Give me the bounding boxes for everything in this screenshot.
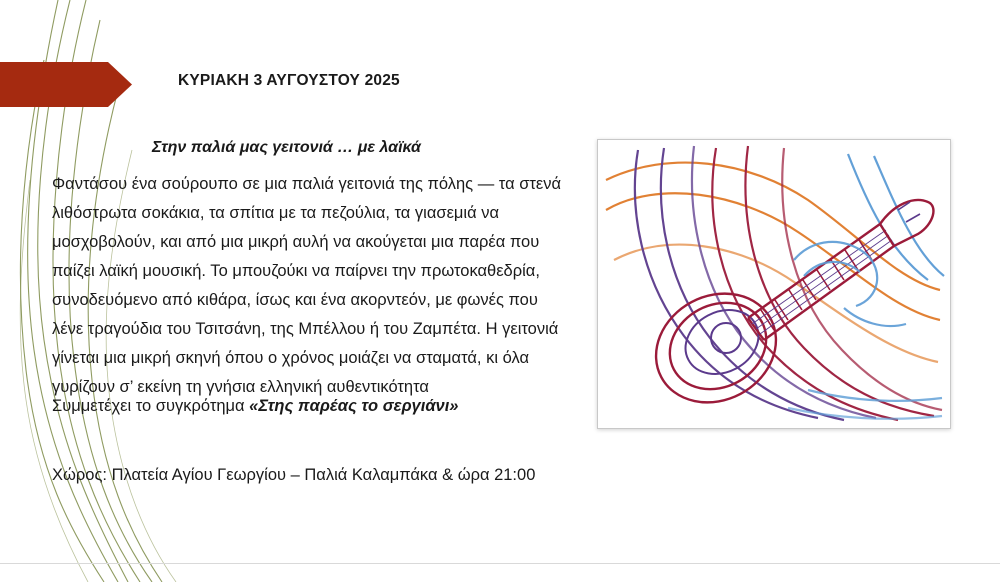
- subtitle: Στην παλιά μας γειτονιά … με λαϊκά: [152, 139, 421, 156]
- artwork-frame: [597, 139, 951, 429]
- arrow-banner: [0, 62, 132, 107]
- footer-divider: [0, 563, 1000, 564]
- body-paragraph: Φαντάσου ένα σούρουπο σε μια παλιά γειτονιά της πόλης — τα στενά λιθόστρωτα σοκάκια, τα σπίτια με τα πεζούλια, τα γιασεμιά να μοσχοβολούν, και από μια μικρή αυλή να ακούγεται μια παρέα που παίζει λαϊκή μουσική. Το μπουζούκι να παίρνει την πρωτοκαθεδρία, συνοδευόμενο από κιθάρα, ίσως και ένα ακορντεόν, με φωνές που λένε τραγούδια του Τσιτσάνη, της Μπέλλου ή του Ζαμπέτα. Η γειτονιά γίνεται μια μικρή σκηνή όπου ο χρόνος μοιάζει να σταματά, κι όλα γυρίζουν σ’ εκείνη τη γνήσια ελληνική αυθεντικότητα: [52, 175, 562, 396]
- bouzouki-line-art-icon: [598, 140, 948, 426]
- band-prefix: Συμμετέχει το συγκρότημα: [52, 397, 250, 415]
- page-title: ΚΥΡΙΑΚΗ 3 ΑΥΓΟΥΣΤΟΥ 2025: [178, 72, 400, 89]
- venue-line: Χώρος: Πλατεία Αγίου Γεωργίου – Παλιά Καλαμπάκα & ώρα 21:00: [52, 466, 536, 484]
- band-line: [52, 393, 612, 419]
- band-name: «Στης παρέας το σεργιάνι»: [249, 397, 459, 415]
